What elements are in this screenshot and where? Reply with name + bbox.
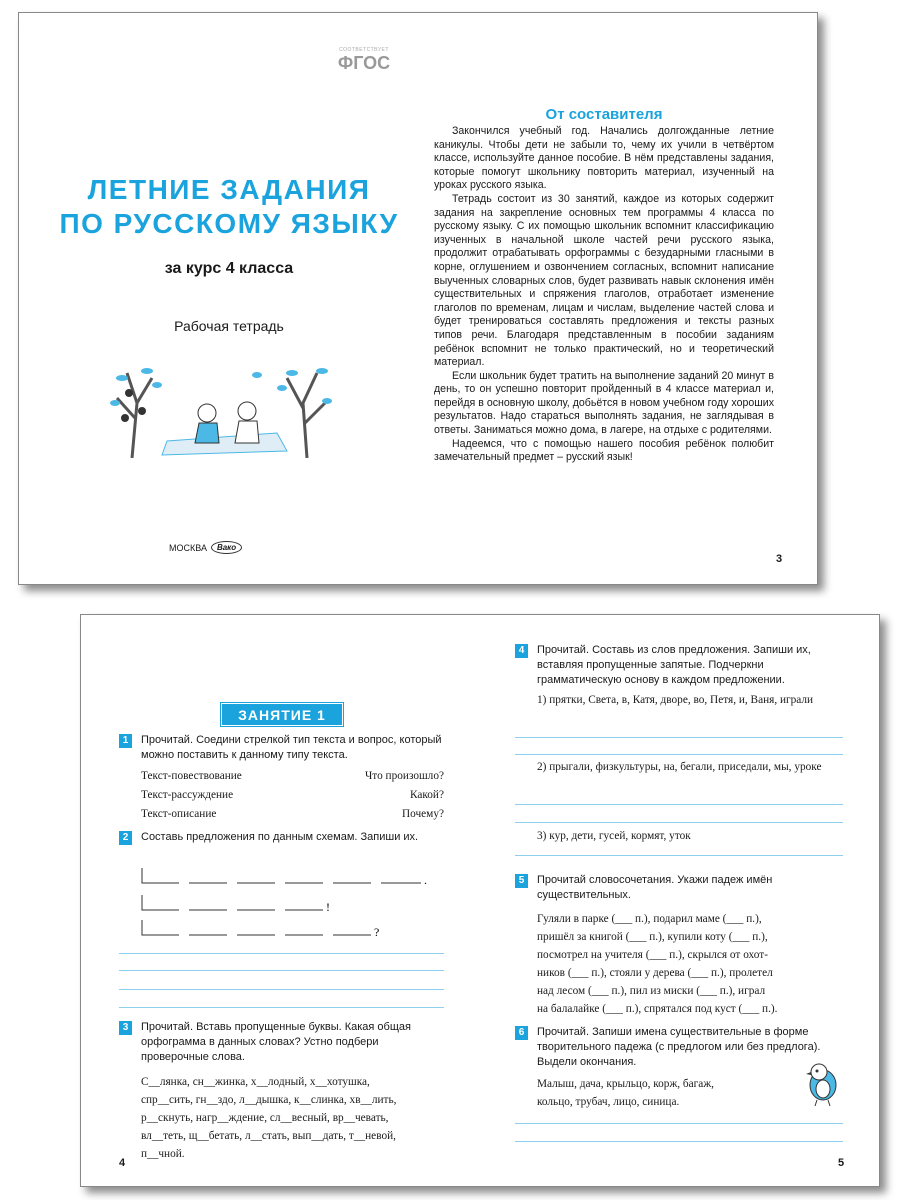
task-number: 4: [515, 644, 528, 658]
fgos-logo: СООТВЕТСТВУЕТ ФГОС: [337, 47, 391, 73]
write-line: [515, 737, 843, 738]
task-4-item-2: 2) прыгали, физкультуры, на, бегали, приседали, мы, уроке: [537, 761, 822, 773]
lesson-heading: ЗАНЯТИЕ 1: [221, 703, 343, 726]
course-label: за курс 4 класса: [164, 260, 294, 277]
book-title: ЛЕТНИЕ ЗАДАНИЯ ПО РУССКОМУ ЯЗЫКУ: [59, 174, 399, 239]
write-line: [515, 804, 843, 805]
author-heading: От составителя: [545, 106, 663, 123]
write-line: [515, 1141, 843, 1142]
lesson-spread: [80, 614, 880, 1187]
write-line: [515, 855, 843, 856]
write-line: [515, 754, 843, 755]
title-page: [18, 12, 818, 585]
task-5: 5 Прочитай словосочетания. Укажи падеж имён существительных.: [515, 873, 845, 903]
scheme-end-1: .: [424, 873, 427, 887]
page-number-left: 4: [119, 1157, 126, 1169]
author-text: Закончился учебный год. Начались долгожданные летние каникулы. Чтобы дети не забыли то, чему их учили в четвёртом классе, используйте данное пособие. В нём представлены задания, которые помогут школьнику повторить материал, изученный на уроках русского языка. Тетрадь состоит из 30 занятий, каждое из которых содержит задания на закрепление основных тем программы 4 класса по русскому языку. С их помощью школьник вспомнит классификацию изученных в начальной школе частей речи русского языка, продолжит отрабатывать орфограммы с безударными гласными в корне, оглушением и озвончением согласных, вспомнит написание выученных словарных слов, будет развивать навык склонения имён существительных и спряжения глаголов, отработает изменение глаголов по временам, лицам и числам, выделение частей слова и будет тренироваться составлять предложения и тексты разных типов речи. Благодаря представленным в пособии заданиям ребёнок вспомнит не только практический, но и теоретический материал. Если школьник будет тратить на выполнение заданий 20 минут в день, то он успешно повторит пройденный в 4 классе материал и, перейдя в основную школу, добьётся в новом учебном году хороших результатов. Надо стараться выполнять задания, не заглядывая в ответы. Заниматься можно дома, в лагере, на отдыхе с родителями. Надеемся, что с помощью нашего пособия ребёнок полюбит замечательный предмет – русский язык!: [434, 125, 774, 464]
task-number: 1: [119, 734, 132, 748]
page-number-right: 5: [838, 1157, 845, 1169]
scheme-end-2: !: [326, 900, 330, 914]
workbook-label: Рабочая тетрадь: [174, 318, 284, 334]
write-line: [119, 970, 444, 971]
task-2: 2 Составь предложения по данным схемам. Запиши их.: [119, 830, 444, 845]
task-3: 3 Прочитай. Вставь пропущенные буквы. Какая общая орфограмма в данных словах? Устно подбери проверочные слова.: [119, 1020, 444, 1065]
task-number: 6: [515, 1026, 528, 1040]
task-number: 2: [119, 831, 132, 845]
publisher-logo: Вако: [211, 541, 242, 554]
task-4-item-3: 3) кур, дети, гусей, кормят, уток: [537, 830, 691, 842]
task-3-words: С__лянка, сн__жинка, х__лодный, х__хотушка, спр__сить, гн__здо, л__дышка, к__слинка, хв__лить, р__скнуть, нагр__ждение, сл__весный, вр__чевать, вл__теть, щ__бетать, л__стать, вып__дать, т__невой, п__чной.: [141, 1076, 397, 1160]
task-6: 6 Прочитай. Запиши имена существительные в форме творительного падежа (с предлогом или без предлога). Выдели окончания.: [515, 1025, 845, 1070]
task-1: 1 Прочитай. Соедини стрелкой тип текста и вопрос, который можно поставить к данному типу текста. Текст-повествование Что произошло? Текст-рассуждение Какой? Текст-описание Почему?: [119, 733, 444, 824]
publisher-line: МОСКВА Вако: [169, 541, 242, 554]
sentence-schemes: [139, 865, 439, 940]
task-4: 4 Прочитай. Составь из слов предложения. Запиши их, вставляя пропущенные запятые. Подчеркни грамматическую основу в каждом предложении.: [515, 643, 845, 688]
task-number: 3: [119, 1021, 132, 1035]
write-line: [119, 953, 444, 954]
children-picnic-illustration: [107, 363, 332, 458]
task-5-phrases: Гуляли в парке (___ п.), подарил маме (___ п.), пришёл за книгой (___ п.), купили коту (___ п.), посмотрел на учителя (___ п.), скрылся от охот- ников (___ п.), стояли у дерева (___ п.), пролетел над лесом (___ п.), пил из миски (___ п.), играл на балалайке (___ п.), спрятался под куст (___ п.).: [537, 913, 778, 1015]
task-number: 5: [515, 874, 528, 888]
write-line: [119, 989, 444, 990]
task-4-item-1: 1) прятки, Света, в, Катя, дворе, во, Петя, и, Ваня, играли: [537, 694, 814, 706]
page-number: 3: [776, 553, 783, 565]
task-6-words: Малыш, дача, крыльцо, корж, багаж, кольцо, трубач, лицо, синица.: [537, 1078, 714, 1108]
scheme-end-3: ?: [374, 925, 380, 939]
bird-illustration: [803, 1057, 843, 1107]
write-line: [119, 1007, 444, 1008]
write-line: [515, 822, 843, 823]
write-line: [515, 1123, 843, 1124]
